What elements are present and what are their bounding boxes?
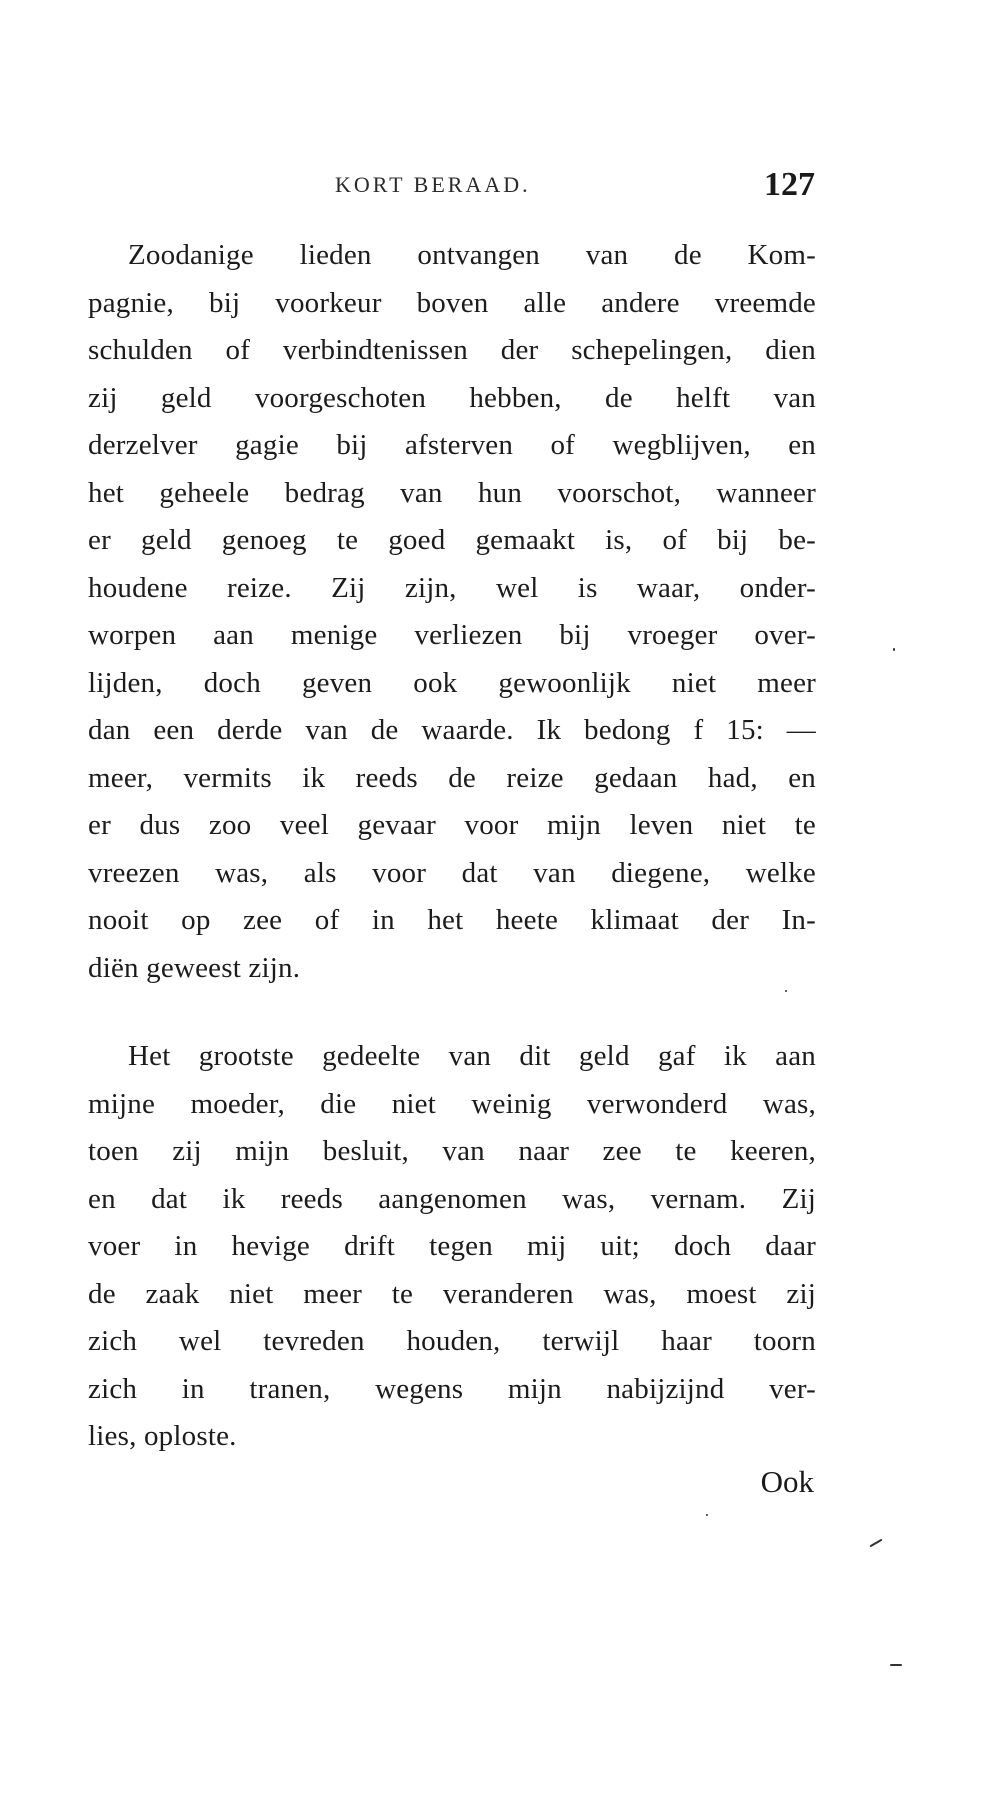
text-line: het geheele bedrag van hun voorschot, wanneer bbox=[88, 476, 816, 509]
text-line: zij geld voorgeschoten hebben, de helft van bbox=[88, 381, 816, 414]
text-line: derzelver gagie bij afsterven of wegblijven, en bbox=[88, 429, 816, 461]
text-line: er geld genoeg te goed gemaakt is, of bij be- bbox=[88, 524, 816, 556]
paragraph-1 bbox=[88, 232, 816, 992]
text-line: zich in tranen, wegens mijn nabijzijnd ver- bbox=[88, 1372, 816, 1405]
ink-speck bbox=[706, 1514, 708, 1516]
ink-speck bbox=[869, 1539, 882, 1548]
text-line: lies, oploste. bbox=[88, 1420, 237, 1452]
text-line: meer, vermits ik reeds de reize gedaan had, en bbox=[88, 761, 816, 794]
text-line: diën geweest zijn. bbox=[88, 951, 301, 984]
ink-speck bbox=[890, 1664, 902, 1666]
catchword: Ook bbox=[760, 1464, 814, 1499]
ink-speck bbox=[893, 648, 895, 651]
paragraph-2 bbox=[88, 1033, 816, 1461]
text-line: Zoodanige lieden ontvangen van de Kom- bbox=[128, 239, 816, 271]
text-line: lijden, doch geven ook gewoonlijk niet meer bbox=[88, 666, 816, 699]
text-line: nooit op zee of in het heete klimaat der In- bbox=[88, 904, 816, 936]
text-line: zich wel tevreden houden, terwijl haar toorn bbox=[88, 1325, 816, 1357]
text-line: vreezen was, als voor dat van diegene, welke bbox=[88, 856, 816, 889]
text-line: er dus zoo veel gevaar voor mijn leven niet te bbox=[88, 809, 816, 841]
text-line: dan een derde van de waarde. Ik bedong f 15: — bbox=[88, 714, 816, 746]
text-line: voer in hevige drift tegen mij uit; doch daar bbox=[88, 1230, 816, 1262]
page-number: 127 bbox=[764, 166, 815, 203]
text-line: en dat ik reeds aangenomen was, vernam. Zij bbox=[88, 1182, 816, 1215]
text-line: schulden of verbindtenissen der schepelingen, dien bbox=[88, 334, 816, 366]
running-title: KORT BERAAD. bbox=[335, 172, 531, 197]
running-head bbox=[90, 166, 815, 212]
text-line: mijne moeder, die niet weinig verwonderd was, bbox=[88, 1087, 816, 1120]
text-line: pagnie, bij voorkeur boven alle andere vreemde bbox=[88, 286, 816, 319]
ink-speck bbox=[785, 990, 787, 992]
text-line: houdene reize. Zij zijn, wel is waar, onder- bbox=[88, 571, 816, 604]
text-line: de zaak niet meer te veranderen was, moest zij bbox=[88, 1277, 816, 1310]
text-line: toen zij mijn besluit, van naar zee te keeren, bbox=[88, 1135, 816, 1167]
text-line: worpen aan menige verliezen bij vroeger over- bbox=[88, 619, 816, 651]
text-line: Het grootste gedeelte van dit geld gaf ik aan bbox=[128, 1040, 816, 1072]
